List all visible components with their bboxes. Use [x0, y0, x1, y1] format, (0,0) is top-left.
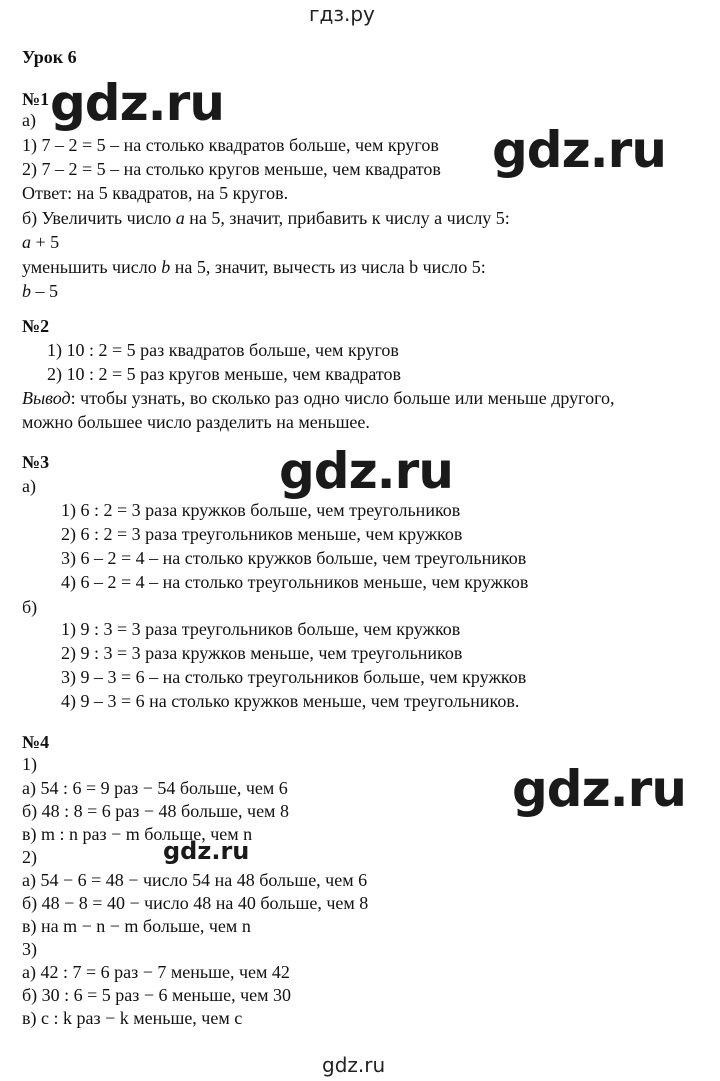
task3-a-line-4: 4) 6 – 2 = 4 – на столько треугольников меньше, чем кружков [61, 572, 529, 592]
task3-a-line-1: 1) 6 : 2 = 3 раза кружков больше, чем треугольников [61, 500, 461, 520]
task4-1b: б) 48 : 8 = 6 раз − 48 больше, чем 8 [22, 801, 289, 821]
text-span: б) Увеличить число [22, 208, 176, 228]
watermark-logo-small: gdz.ru [163, 837, 250, 865]
task1-line-b [22, 207, 510, 229]
task1-expr-b [22, 280, 58, 302]
text-span: на 5, значит, прибавить к числу а числу 5: [184, 208, 510, 228]
task4-number: №4 [22, 732, 50, 752]
lesson-title: Урок 6 [22, 47, 77, 67]
task4-2b: б) 48 − 8 = 40 − число 48 на 40 больше, чем 8 [22, 893, 369, 913]
watermark-logo: gdz.ru [279, 442, 453, 500]
task4-part-1-label: 1) [22, 754, 37, 774]
variable-a: a [175, 208, 185, 228]
task1-line-1: 1) 7 – 2 = 5 – на столько квадратов больше, чем кругов [22, 135, 439, 155]
task4-part-3-label: 3) [22, 939, 37, 959]
variable-b: b [22, 281, 31, 301]
text-span: – 5 [31, 281, 58, 301]
task1-expr-a [22, 231, 59, 253]
task3-number: №3 [22, 452, 50, 472]
task4-part-2-label: 2) [22, 847, 37, 867]
text-span: + 5 [31, 232, 60, 252]
watermark-logo: gdz.ru [492, 121, 666, 179]
task3-b-line-2: 2) 9 : 3 = 3 раза кружков меньше, чем треугольников [61, 643, 463, 663]
task1-number: №1 [22, 89, 50, 109]
task1-answer: Ответ: на 5 квадратов, на 5 кругов. [22, 183, 289, 203]
task3-part-b-label: б) [22, 597, 38, 617]
site-header: гдз.ру [309, 2, 375, 26]
task1-line-decrease [22, 256, 486, 278]
task3-b-line-4: 4) 9 – 3 = 6 на столько кружков меньше, чем треугольников. [61, 691, 520, 711]
task3-b-line-3: 3) 9 – 3 = 6 – на столько треугольников больше, чем кружков [61, 667, 527, 687]
site-footer: gdz.ru [322, 1053, 386, 1077]
task4-3c: в) c : k раз − k меньше, чем c [22, 1008, 243, 1028]
task4-2a: а) 54 − 6 = 48 − число 54 на 48 больше, чем 6 [22, 870, 368, 890]
task3-b-line-1: 1) 9 : 3 = 3 раза треугольников больше, чем кружков [61, 619, 461, 639]
task3-a-line-3: 3) 6 – 2 = 4 – на столько кружков больше, чем треугольников [61, 548, 527, 568]
task2-conclusion [22, 387, 615, 409]
task1-line-2: 2) 7 – 2 = 5 – на столько кругов меньше, чем квадратов [22, 159, 441, 179]
task4-2c: в) на m − n − m больше, чем n [22, 916, 251, 936]
task4-1a: а) 54 : 6 = 9 раз − 54 больше, чем 6 [22, 778, 288, 798]
task2-number: №2 [22, 316, 50, 336]
task4-1c: в) m : n раз − m больше, чем n [22, 824, 253, 844]
variable-a: a [22, 232, 31, 252]
variable-b: b [161, 257, 171, 277]
text-span: на 5, значит, вычесть из числа b число 5: [170, 257, 486, 277]
task3-part-a-label: а) [22, 476, 36, 496]
watermark-logo: gdz.ru [50, 74, 224, 132]
task3-a-line-2: 2) 6 : 2 = 3 раза треугольников меньше, чем кружков [61, 524, 463, 544]
task2-line-1: 1) 10 : 2 = 5 раз квадратов больше, чем кругов [47, 340, 399, 360]
task1-part-a-label: а) [22, 110, 36, 130]
task2-line-2: 2) 10 : 2 = 5 раз кругов меньше, чем квадратов [47, 364, 401, 384]
task4-3b: б) 30 : 6 = 5 раз − 6 меньше, чем 30 [22, 985, 292, 1005]
task2-conclusion-cont: можно большее число разделить на меньшее. [22, 412, 370, 432]
watermark-logo: gdz.ru [512, 760, 686, 818]
text-span: уменьшить число [22, 257, 162, 277]
text-span: : чтобы узнать, во сколько раз одно число больше или меньше другого, [70, 388, 615, 408]
conclusion-label: Вывод [22, 388, 71, 408]
task4-3a: а) 42 : 7 = 6 раз − 7 меньше, чем 42 [22, 962, 290, 982]
